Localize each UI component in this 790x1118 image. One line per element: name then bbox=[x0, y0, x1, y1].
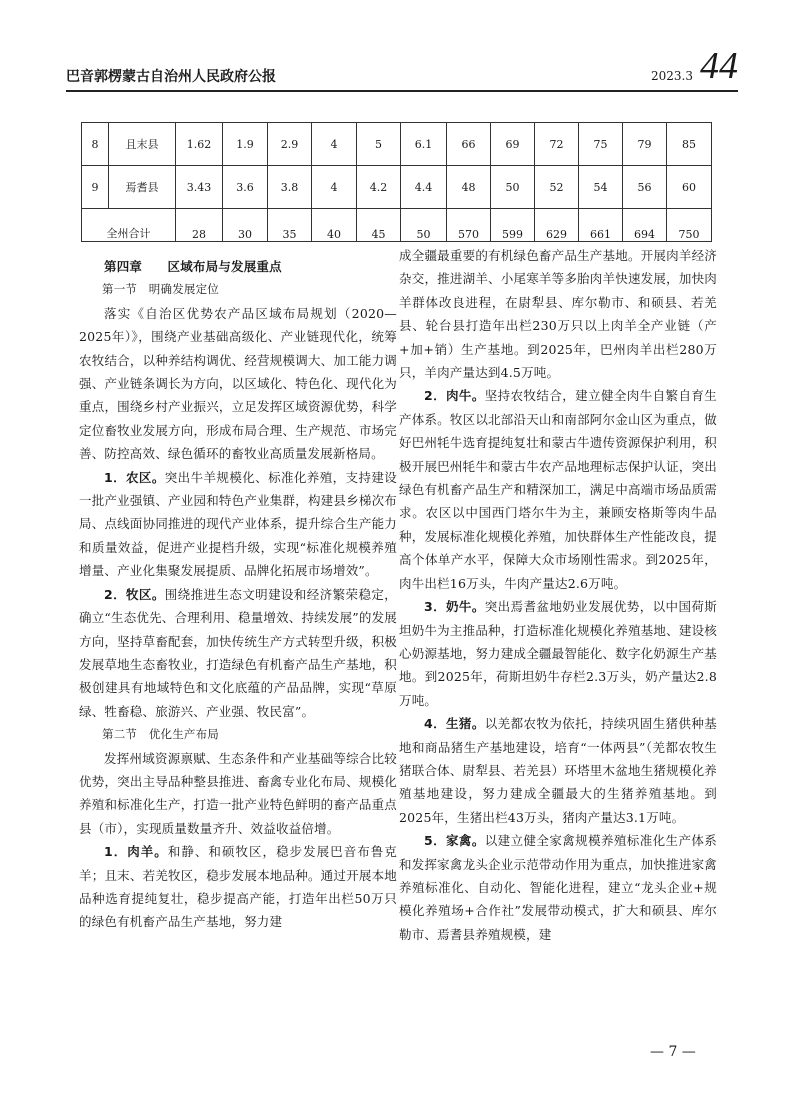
table-total-row bbox=[82, 209, 712, 242]
table-cell: 焉耆县 bbox=[109, 166, 176, 209]
table-cell: 9 bbox=[82, 166, 109, 209]
table-cell: 69 bbox=[491, 123, 535, 166]
paragraph-heading: 1．农区。 bbox=[104, 469, 165, 485]
table-cell: 79 bbox=[623, 123, 667, 166]
table-cell: 570 bbox=[447, 209, 491, 242]
table-cell: 4.2 bbox=[357, 166, 401, 209]
table-cell: 750 bbox=[667, 209, 712, 242]
table-cell: 4 bbox=[312, 123, 357, 166]
table-cell: 5 bbox=[357, 123, 401, 166]
section-title: 第一节 明确发展定位 bbox=[102, 282, 219, 297]
table-cell: 且末县 bbox=[109, 123, 176, 166]
paragraph-body: 和静、和硕牧区，稳步发展巴音布鲁克羊；且末、若羌牧区，稳步发展本地品种。通过开展本地品种选育提纯复壮，稳步提高产能，打造年出栏50万只的绿色有机畜产品生产基地，努力建 bbox=[79, 844, 397, 930]
table-cell: 50 bbox=[491, 166, 535, 209]
table-cell: 694 bbox=[623, 209, 667, 242]
section-title: 第二节 优化生产布局 bbox=[102, 727, 219, 742]
paragraph-body: 以建立健全家禽规模养殖标准化生产体系和发挥家禽龙头企业示范带动作用为重点，加快推进家禽养殖标准化、自动化、智能化进程，建立“龙头企业+规模化养殖场+合作社”发展带动模式，扩大和硕县、库尔勒市、焉耆县养殖规模，建 bbox=[399, 833, 717, 942]
table-cell: 45 bbox=[357, 209, 401, 242]
issue-number: 44 bbox=[700, 45, 738, 87]
paragraph: 发挥州域资源禀赋、生态条件和产业基础等综合比较优势，突出主导品种整县推进、畜禽专业化布局、规模化养殖和标准化生产，打造一批产业特色鲜明的畜产品重点县（市），实现质量数量齐升、效益收益倍增。 bbox=[79, 750, 397, 836]
table-cell: 4 bbox=[312, 166, 357, 209]
table-cell: 3.43 bbox=[176, 166, 223, 209]
issue-date: 2023.3 bbox=[651, 69, 693, 83]
table-row bbox=[82, 123, 712, 166]
paragraph-heading: 2．牧区。 bbox=[104, 586, 165, 602]
paragraph bbox=[399, 829, 717, 946]
paragraph-heading: 1．肉羊。 bbox=[104, 844, 168, 860]
right-column bbox=[399, 244, 717, 946]
table-cell: 56 bbox=[623, 166, 667, 209]
table-cell: 629 bbox=[535, 209, 579, 242]
paragraph bbox=[399, 712, 717, 829]
paragraph bbox=[399, 384, 717, 595]
table-cell: 30 bbox=[223, 209, 268, 242]
table-cell: 4.4 bbox=[401, 166, 447, 209]
table-cell: 54 bbox=[579, 166, 623, 209]
paragraph: 成全疆最重要的有机绿色畜产品生产基地。开展肉羊经济杂交，推进湖羊、小尾寒羊等多胎肉羊快速发展，加快肉羊群体改良进程，在尉犁县、库尔勒市、和硕县、若羌县、轮台县打造年出栏230万只以上肉羊全产业链（产+加+销）生产基地。到2025年，巴州肉羊出栏280万只，羊肉产量达到4.5万吨。 bbox=[399, 248, 717, 381]
chapter-title: 第四章 区域布局与发展重点 bbox=[104, 259, 282, 274]
table-cell: 75 bbox=[579, 123, 623, 166]
paragraph bbox=[79, 466, 397, 583]
table-cell: 35 bbox=[268, 209, 312, 242]
table-cell: 72 bbox=[535, 123, 579, 166]
paragraph bbox=[399, 595, 717, 712]
paragraph-heading: 3．奶牛。 bbox=[424, 599, 485, 615]
paragraph-heading: 4．生猪。 bbox=[424, 716, 485, 732]
table-cell: 661 bbox=[579, 209, 623, 242]
paragraph-heading: 5．家禽。 bbox=[424, 833, 485, 849]
page-number: — 7 — bbox=[650, 1044, 696, 1060]
header-rule bbox=[66, 90, 738, 92]
data-table bbox=[81, 122, 712, 242]
table-cell: 60 bbox=[667, 166, 712, 209]
paragraph-body: 突出牛羊规模化、标准化养殖，支持建设一批产业强镇、产业园和特色产业集群，构建县乡梯次布局、点线面协同推进的现代产业体系，提升综合生产能力和质量效益，促进产业提档升级，实现“标准化规模养殖增量、产业化集聚发展提质、品牌化拓展市场增效”。 bbox=[79, 469, 397, 579]
journal-title: 巴音郭楞蒙古自治州人民政府公报 bbox=[66, 69, 276, 85]
table-row bbox=[82, 166, 712, 209]
table-cell: 85 bbox=[667, 123, 712, 166]
paragraph-body: 坚持农牧结合，建立健全肉牛自繁自育生产体系。牧区以北部沿天山和南部阿尔金山区为重点，做好巴州牦牛选育提纯复壮和蒙古牛遗传资源保护利用，积极开展巴州牦牛和蒙古牛农产品地理标志保护认证，突出绿色有机畜产品生产和精深加工，满足中高端市场品质需求。农区以中国西门塔尔牛为主，兼顾安格斯等肉牛品种，发展标准化规模化养殖，加快群体生产性能改良，提高个体单产水平，保障大众市场刚性需求。到2025年，肉牛出栏16万头，牛肉产量达2.6万吨。 bbox=[399, 388, 717, 591]
table-cell: 2.9 bbox=[268, 123, 312, 166]
paragraph bbox=[79, 840, 397, 934]
table-cell: 6.1 bbox=[401, 123, 447, 166]
table-cell: 599 bbox=[491, 209, 535, 242]
paragraph-body: 以羌都农牧为依托，持续巩固生猪供种基地和商品猪生产基地建设，培育“一体两县”（羌都农牧生猪联合体、尉犁县、若羌县）环塔里木盆地生猪规模化养殖基地建设，努力建成全疆最大的生猪养殖基地。到2025年，生猪出栏43万头，猪肉产量达3.1万吨。 bbox=[399, 716, 717, 825]
table-cell: 28 bbox=[176, 209, 223, 242]
table-cell: 3.6 bbox=[223, 166, 268, 209]
table-cell: 3.8 bbox=[268, 166, 312, 209]
total-label: 全州合计 bbox=[82, 209, 176, 242]
table-cell: 50 bbox=[401, 209, 447, 242]
table-cell: 8 bbox=[82, 123, 109, 166]
left-column bbox=[79, 255, 397, 934]
paragraph bbox=[79, 583, 397, 723]
table-cell: 48 bbox=[447, 166, 491, 209]
paragraph-heading: 2．肉牛。 bbox=[424, 388, 485, 404]
paragraph: 落实《自治区优势农产品区域布局规划（2020—2025年）》，围绕产业基础高级化、产业链现代化，统筹农牧结合，以种养结构调优、经营规模调大、加工能力调强、产业链条调长为方向，以区域化、特色化、现代化为重点，围绕乡村产业振兴，立足发挥区域资源优势，科学定位畜牧业发展方向，形成布局合理、生产规范、市场完善、防控高效、绿色循环的畜牧业高质量发展新格局。 bbox=[79, 305, 397, 462]
table-cell: 1.62 bbox=[176, 123, 223, 166]
table-cell: 40 bbox=[312, 209, 357, 242]
paragraph-body: 围绕推进生态文明建设和经济繁荣稳定，确立“生态优先、合理利用、稳量增效、持续发展”的发展方向，坚持草畜配套，加快传统生产方式转型升级，积极发展草地生态畜牧业，打造绿色有机畜产品生产基地，积极创建具有地域特色和文化底蕴的产品品牌，实现“草原绿、牲畜稳、旅游兴、产业强、牧民富”。 bbox=[79, 586, 397, 719]
table-cell: 1.9 bbox=[223, 123, 268, 166]
table-cell: 52 bbox=[535, 166, 579, 209]
paragraph-body: 突出焉耆盆地奶业发展优势，以中国荷斯坦奶牛为主推品种，打造标准化规模化养殖基地、建设核心奶源基地，努力建成全疆最智能化、数字化奶源生产基地。到2025年，荷斯坦奶牛存栏2.3万头，奶产量达2.8万吨。 bbox=[399, 599, 717, 708]
table-cell: 66 bbox=[447, 123, 491, 166]
